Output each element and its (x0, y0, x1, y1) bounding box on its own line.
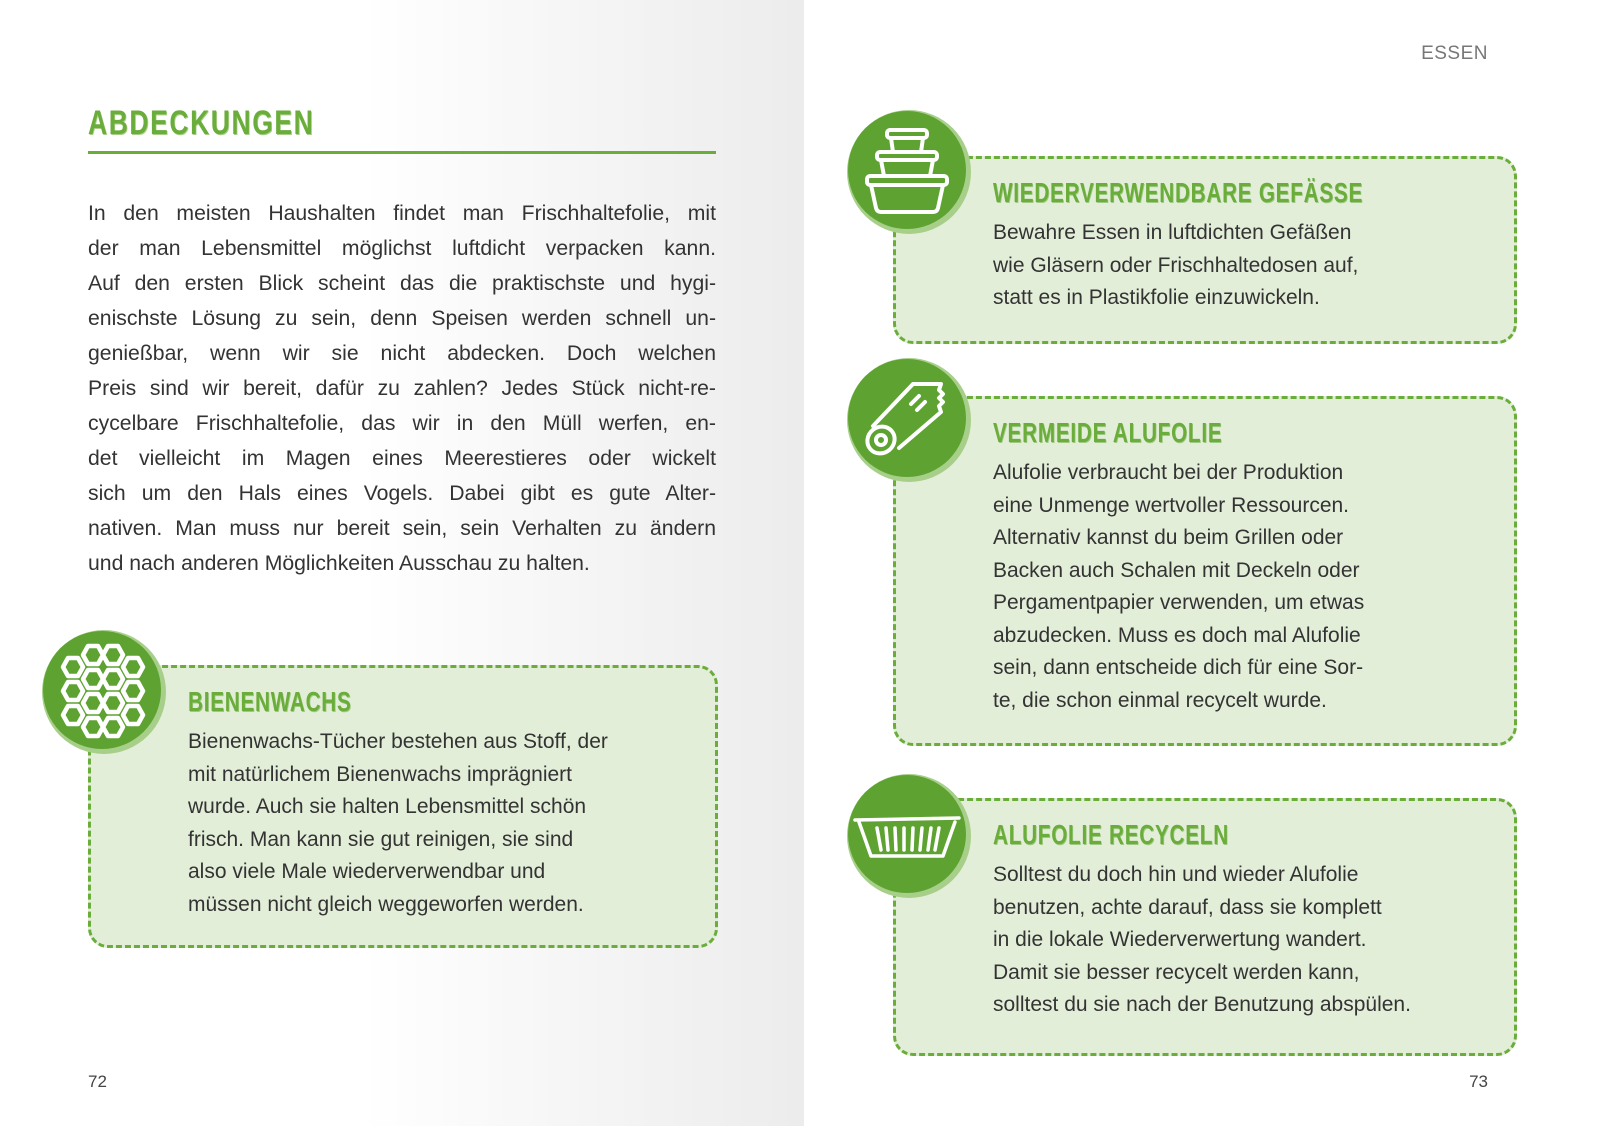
card-body (188, 726, 608, 921)
card-body (993, 457, 1364, 717)
card-line: Alternativ kannst du beim Grillen oder (993, 526, 1344, 549)
tip-card-alufolie (893, 396, 1517, 746)
card-line: abzudecken. Muss es doch mal Alufolie (993, 623, 1361, 647)
tip-card-recyceln (893, 798, 1517, 1056)
card-title: WIEDERVERWENDBARE GEFÄSSE (993, 177, 1364, 208)
card-line: mit natürlichem Bienenwachs imprägniert (188, 762, 572, 786)
tip-card-gefaesse (893, 156, 1517, 344)
card-line: Pergamentpapier verwenden, um etwas (993, 591, 1365, 614)
page-number-right: 73 (1469, 1072, 1488, 1091)
running-head: ESSEN (1421, 43, 1488, 64)
card-line: Bienenwachs-Tücher bestehen aus Stoff, der (188, 730, 608, 753)
intro-line: Auf den ersten Blick scheint das die praktischste und hygi- (88, 272, 716, 295)
card-line: eine Unmenge wertvoller Ressourcen. (993, 493, 1350, 517)
page-number-left: 72 (88, 1072, 107, 1091)
intro-line: enischste Lösung zu sein, denn Speisen werden schnell un- (88, 307, 716, 330)
section-divider (88, 151, 716, 154)
right-page (804, 0, 1600, 1126)
intro-line: genießbar, wenn wir sie nicht abdecken. Doch welchen (88, 342, 716, 365)
card-line: Alufolie verbraucht bei der Produktion (993, 461, 1344, 484)
stacked-containers-icon (843, 108, 971, 236)
card-body (993, 859, 1411, 1022)
card-line: statt es in Plastikfolie einzuwickeln. (993, 286, 1320, 309)
intro-line: nativen. Man muss nur bereit sein, sein Verhalten zu ändern (88, 517, 716, 540)
foil-tray-icon (843, 772, 971, 900)
card-title: BIENENWACHS (188, 686, 352, 717)
card-line: wurde. Auch sie halten Lebensmittel schön (188, 795, 587, 818)
card-title: VERMEIDE ALUFOLIE (993, 417, 1223, 448)
foil-roll-icon (843, 356, 971, 484)
intro-line: und nach anderen Möglichkeiten Ausschau zu halten. (88, 552, 590, 575)
tip-card-bienenwachs (88, 665, 718, 948)
card-line: te, die schon einmal recycelt wurde. (993, 688, 1327, 712)
card-line: Bewahre Essen in luftdichten Gefäßen (993, 221, 1352, 244)
card-line: wie Gläsern oder Frischhaltedosen auf, (993, 253, 1359, 277)
intro-line: sich um den Hals eines Vogels. Dabei gibt es gute Alter- (88, 482, 716, 505)
card-title: ALUFOLIE RECYCELN (993, 819, 1229, 850)
card-line: sein, dann entscheide dich für eine Sor- (993, 656, 1364, 679)
card-line: solltest du sie nach der Benutzung abspülen. (993, 993, 1411, 1016)
card-line: Solltest du doch hin und wieder Alufolie (993, 863, 1359, 886)
section-title: ABDECKUNGEN (88, 104, 315, 142)
intro-line: der man Lebensmittel möglichst luftdicht verpacken kann. (88, 237, 716, 260)
intro-line: cycelbare Frischhaltefolie, das wir in den Müll werfen, en- (88, 412, 716, 435)
card-line: frisch. Man kann sie gut reinigen, sie sind (188, 827, 574, 851)
intro-line: det vielleicht im Magen eines Meerestieres oder wickelt (88, 447, 716, 470)
card-line: Damit sie besser recycelt werden kann, (993, 960, 1360, 984)
intro-line: In den meisten Haushalten findet man Frischhaltefolie, mit (88, 202, 716, 225)
card-line: in die lokale Wiederverwertung wandert. (993, 928, 1367, 951)
intro-paragraph (88, 196, 716, 581)
card-line: müssen nicht gleich weggeworfen werden. (188, 892, 584, 916)
intro-line: Preis sind wir bereit, dafür zu zahlen? Jedes Stück nicht-re- (88, 377, 716, 400)
card-line: Backen auch Schalen mit Deckeln oder (993, 558, 1360, 582)
card-line: also viele Male wiederverwendbar und (188, 860, 546, 883)
honeycomb-icon (38, 628, 166, 756)
card-body (993, 217, 1358, 315)
card-line: benutzen, achte darauf, dass sie komplett (993, 895, 1382, 919)
